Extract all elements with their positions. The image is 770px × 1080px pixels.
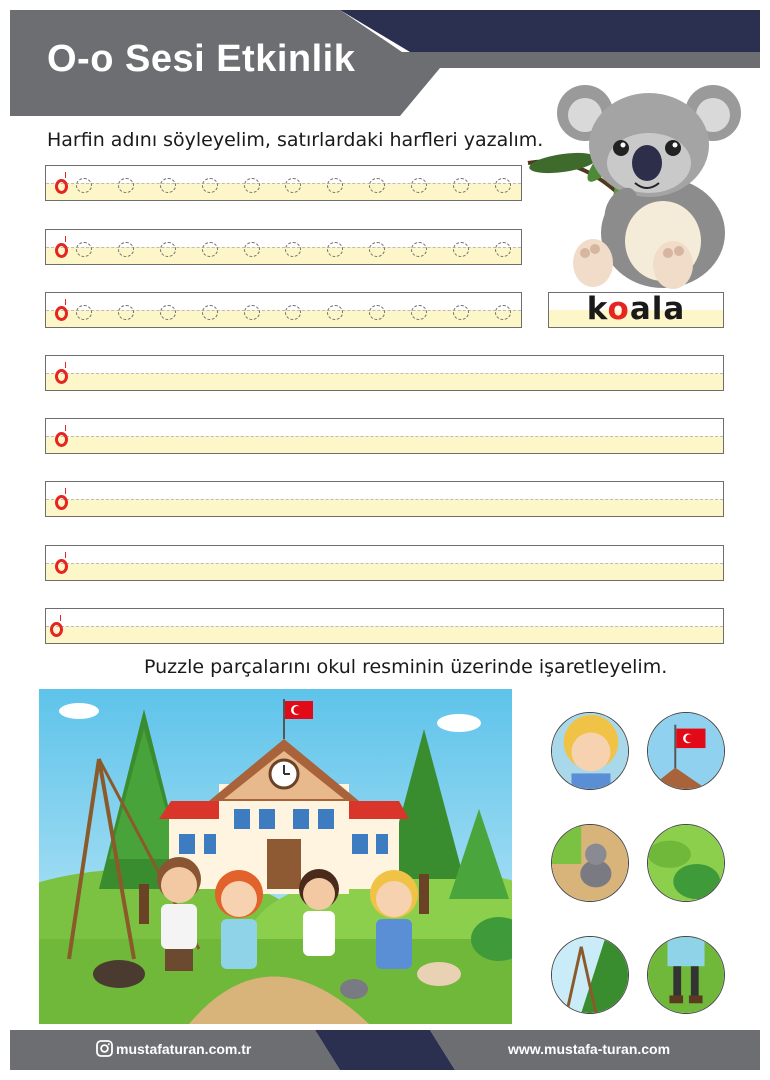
- footer-website[interactable]: www.mustafa-turan.com: [508, 1041, 671, 1057]
- school-scene-illustration: [39, 689, 512, 1024]
- model-letter-o: [55, 243, 68, 258]
- instagram-icon: [96, 1040, 113, 1057]
- koala-illustration: [523, 83, 743, 293]
- word-card: [548, 292, 724, 328]
- writing-row-8[interactable]: [45, 608, 724, 644]
- puzzle-piece-bush[interactable]: [647, 824, 725, 902]
- writing-row-4[interactable]: [45, 355, 724, 391]
- footer-instagram[interactable]: mustafaturan.com.tr: [116, 1041, 252, 1057]
- dotted-o-guides: [76, 305, 511, 319]
- dotted-o-guides: [76, 242, 511, 256]
- model-letter-o: [55, 559, 68, 574]
- word-koala: koala: [586, 291, 686, 327]
- puzzle-piece-swing[interactable]: [551, 936, 629, 1014]
- puzzle-piece-flag-roof[interactable]: [647, 712, 725, 790]
- tracing-row-2[interactable]: [45, 229, 522, 265]
- dotted-o-guides: [76, 178, 511, 192]
- model-letter-o: [55, 369, 68, 384]
- puzzle-piece-cat[interactable]: [551, 824, 629, 902]
- tracing-row-3[interactable]: [45, 292, 522, 328]
- model-letter-o: [55, 306, 68, 321]
- model-letter-o: [55, 495, 68, 510]
- tracing-row-1[interactable]: [45, 165, 522, 201]
- writing-row-6[interactable]: [45, 481, 724, 517]
- writing-row-5[interactable]: [45, 418, 724, 454]
- model-letter-o: [55, 179, 68, 194]
- writing-row-7[interactable]: [45, 545, 724, 581]
- puzzle-piece-legs[interactable]: [647, 936, 725, 1014]
- model-letter-o: [55, 432, 68, 447]
- writing-instruction: Harfin adını söyleyelim, satırlardaki harfleri yazalım.: [47, 129, 544, 151]
- page-title: O-o Sesi Etkinlik: [47, 38, 356, 80]
- model-letter-o: [50, 622, 63, 637]
- puzzle-instruction: Puzzle parçalarını okul resminin üzerinde işaretleyelim.: [144, 656, 668, 678]
- puzzle-piece-girl-face[interactable]: [551, 712, 629, 790]
